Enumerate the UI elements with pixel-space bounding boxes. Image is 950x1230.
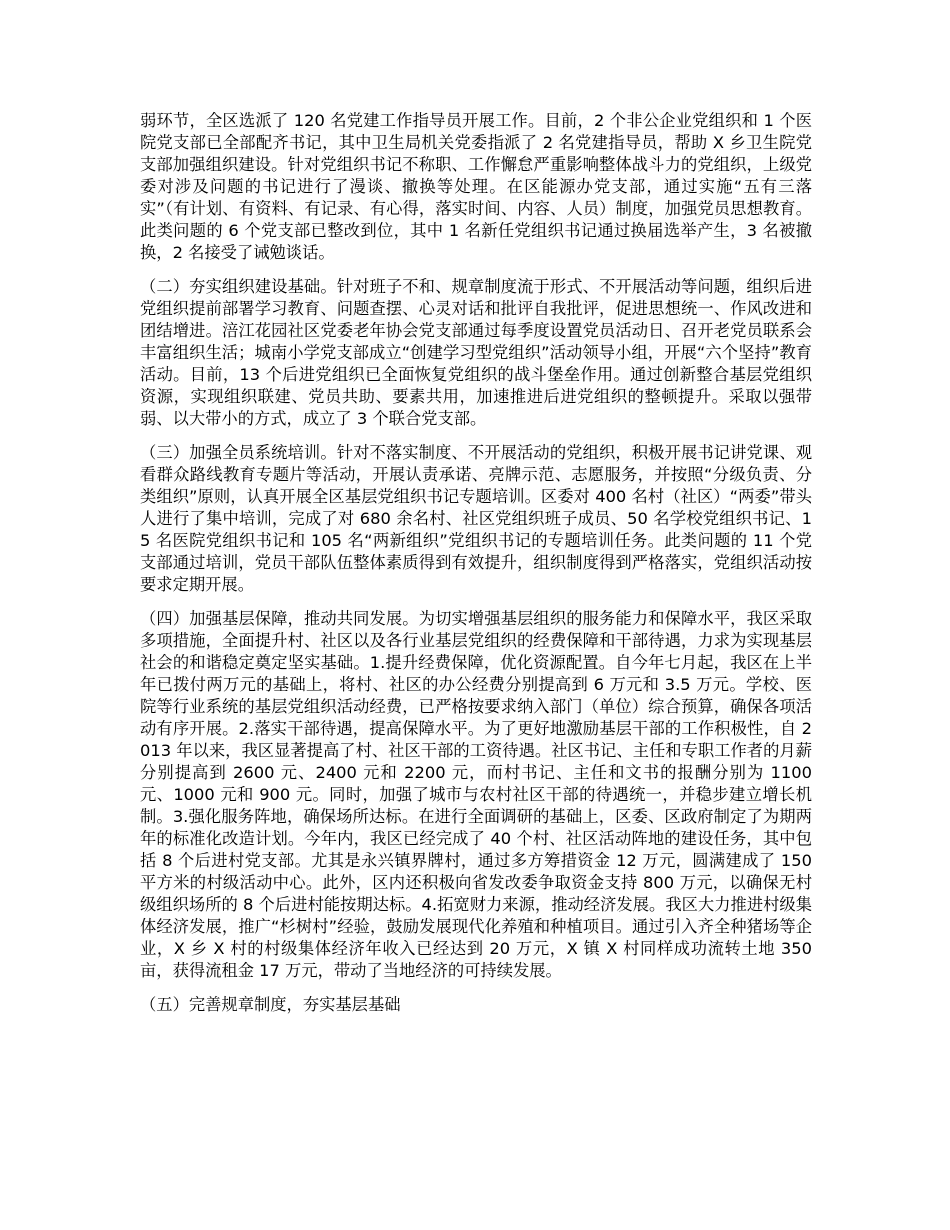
paragraph-3: （三）加强全员系统培训。针对不落实制度、不开展活动的党组织，积极开展书记讲党课、观看群众路线教育专题片等活动，开展认责承诺、亮牌示范、志愿服务，并按照“分级负责、分类组织”原则，认真开展全区基层党组织书记专题培训。区委对 400 名村（社区）“两委”带头人进行了集中培训，完成了对 680 余名村、社区党组织班子成员、50 名学校党组织书记、15 名医院党组织书记和 105 名“两新组织”党组织书记的专题培训任务。此类问题的 11 个党支部通过培训，党员干部队伍整体素质得到有效提升，组织制度得到严格落实，党组织活动按要求定期开展。 xyxy=(140,443,812,594)
paragraph-2: （二）夯实组织建设基础。针对班子不和、规章制度流于形式、不开展活动等问题，组织后进党组织提前部署学习教育、问题查摆、心灵对话和批评自我批评，促进思想统一、作风改进和团结增进。涪江花园社区党委老年协会党支部通过每季度设置党员活动日、召开老党员联系会丰富组织生活；城南小学党支部成立“创建学习型党组织”活动领导小组，开展“六个坚持”教育活动。目前，13 个后进党组织已全面恢复党组织的战斗堡垒作用。通过创新整合基层党组织资源，实现组织联建、党员共助、要素共用，加速推进后进党组织的整顿提升。采取以强带弱、以大带小的方式，成立了 3 个联合党支部。 xyxy=(140,277,812,428)
section-heading-5: （五）完善规章制度，夯实基层基础 xyxy=(140,995,401,1014)
paragraph-4: （四）加强基层保障，推动共同发展。为切实增强基层组织的服务能力和保障水平，我区采取多项措施，全面提升村、社区以及各行业基层党组织的经费保障和干部待遇，力求为实现基层社会的和谐稳定奠定坚实基础。1.提升经费保障，优化资源配置。自今年七月起，我区在上半年已拨付两万元的基础上，将村、社区的办公经费分别提高到 6 万元和 3.5 万元。学校、医院等行业系统的基层党组织活动经费，已严格按要求纳入部门（单位）综合预算，确保各项活动有序开展。2.落实干部待遇，提高保障水平。为了更好地激励基层干部的工作积极性，自 2013 年以来，我区显著提高了村、社区干部的工资待遇。社区书记、主任和专职工作者的月薪分别提高到 2600 元、2400 元和 2200 元，而村书记、主任和文书的报酬分别为 1100 元、1000 元和 900 元。同时，加强了城市与农村社区干部的待遇统一，并稳步建立增长机制。3.强化服务阵地，确保场所达标。在进行全面调研的基础上，区委、区政府制定了为期两年的标准化改造计划。今年内，我区已经完成了 40 个村、社区活动阵地的建设任务，其中包括 8 个后进村党支部。尤其是永兴镇界牌村，通过多方筹措资金 12 万元，圆满建成了 150 平方米的村级活动中心。此外，区内还积极向省发改委争取资金支持 800 万元，以确保无村级组织场所的 8 个后进村能按期达标。4.拓宽财力来源，推动经济发展。我区大力推进村级集体经济发展，推广“杉树村”经验，鼓励发展现代化养殖和种植项目。通过引入齐全种猪场等企业，X 乡 X 村的村级集体经济年收入已经达到 20 万元，X 镇 X 村同样成功流转土地 350 亩，获得流租金 17 万元，带动了当地经济的可持续发展。 xyxy=(140,609,812,980)
paragraph-1: 弱环节，全区选派了 120 名党建工作指导员开展工作。目前，2 个非公企业党组织和 1 个医院党支部已全部配齐书记，其中卫生局机关党委指派了 2 名党建指导员，帮助 X 乡卫生院党支部加强组织建设。针对党组织书记不称职、工作懈怠严重影响整体战斗力的党组织，上级党委对涉及问题的书记进行了漫谈、撤换等处理。在区能源办党支部，通过实施“五有三落实”（有计划、有资料、有记录、有心得，落实时间、内容、人员）制度，加强党员思想教育。此类问题的 6 个党支部已整改到位，其中 1 名新任党组织书记通过换届选举产生，3 名被撤换，2 名接受了诫勉谈话。 xyxy=(140,111,812,262)
document-page xyxy=(140,110,812,1016)
